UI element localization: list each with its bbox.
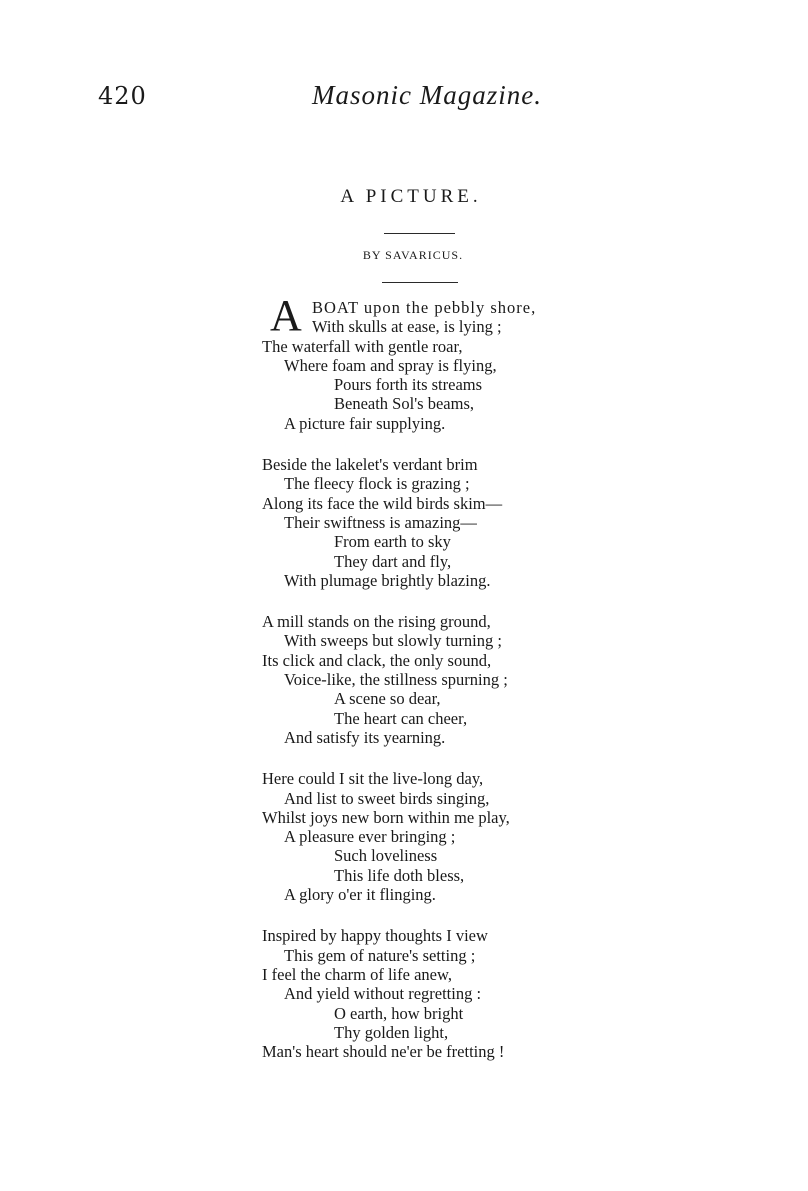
poem-line: Inspired by happy thoughts I view: [262, 926, 488, 946]
poem-line: Beneath Sol's beams,: [334, 394, 474, 414]
poem-line: Where foam and spray is flying,: [284, 355, 497, 375]
poem-line: With plumage brightly blazing.: [284, 570, 491, 590]
poem-line-text: With skulls at ease, is lying ;: [312, 317, 502, 337]
stanza-list: [262, 455, 582, 1061]
poem-line: And yield without regretting :: [284, 984, 482, 1004]
poem-line: The fleecy flock is grazing ;: [284, 474, 470, 494]
running-title: Masonic Magazine.: [312, 80, 542, 110]
stanza: [262, 769, 582, 904]
poem-line: Such loveliness: [334, 846, 438, 866]
stanza: [262, 926, 582, 1061]
poem-line: I feel the charm of life anew,: [262, 964, 452, 984]
stanza: [262, 612, 582, 747]
page-number: 420: [98, 82, 147, 110]
poem-line-text: BOAT upon the pebbly shore,: [312, 298, 537, 317]
poem-line: They dart and fly,: [334, 551, 452, 571]
poem-line: [262, 317, 582, 336]
poem-line: Here could I sit the live-long day,: [262, 769, 484, 789]
poem-line: A pleasure ever bringing ;: [284, 827, 456, 847]
poem-byline: BY SAVARICUS.: [362, 248, 464, 262]
poem-line: Man's heart should ne'er be fretting !: [262, 1042, 505, 1062]
poem-body: [262, 291, 582, 1083]
poem-line: Voice-like, the stillness spurning ;: [284, 670, 508, 690]
poem-line: The waterfall with gentle roar,: [262, 336, 463, 356]
poem-line: A glory o'er it flinging.: [284, 885, 436, 905]
poem-line: With sweeps but slowly turning ;: [284, 631, 502, 651]
poem-line: And satisfy its yearning.: [284, 727, 446, 747]
poem-line: This life doth bless,: [334, 865, 465, 885]
poem-line: The heart can cheer,: [334, 708, 468, 728]
poem-line: Along its face the wild birds skim—: [262, 493, 503, 513]
poem-line: A scene so dear,: [334, 689, 441, 709]
stanza: [262, 291, 582, 433]
poem-line: Beside the lakelet's verdant brim: [262, 455, 478, 475]
poem-title: A PICTURE.: [340, 186, 482, 207]
poem-line: O earth, how bright: [334, 1003, 464, 1023]
poem-line: Thy golden light,: [334, 1022, 449, 1042]
poem-line: Its click and clack, the only sound,: [262, 650, 492, 670]
poem-line: A mill stands on the rising ground,: [262, 612, 491, 632]
poem-line: Whilst joys new born within me play,: [262, 807, 510, 827]
poem-line: And list to sweet birds singing,: [284, 788, 490, 808]
stanza: [262, 455, 582, 590]
byline-rule: [382, 282, 458, 283]
poem-line: Pours forth its streams: [334, 375, 483, 395]
poem-line: A picture fair supplying.: [284, 413, 446, 433]
poem-line: From earth to sky: [334, 532, 451, 552]
stanza-lines: [262, 337, 582, 433]
drop-cap: A: [270, 291, 302, 340]
poem-line: Their swiftness is amazing—: [284, 512, 477, 532]
poem-line: This gem of nature's setting ;: [284, 945, 476, 965]
title-rule: [384, 233, 455, 234]
